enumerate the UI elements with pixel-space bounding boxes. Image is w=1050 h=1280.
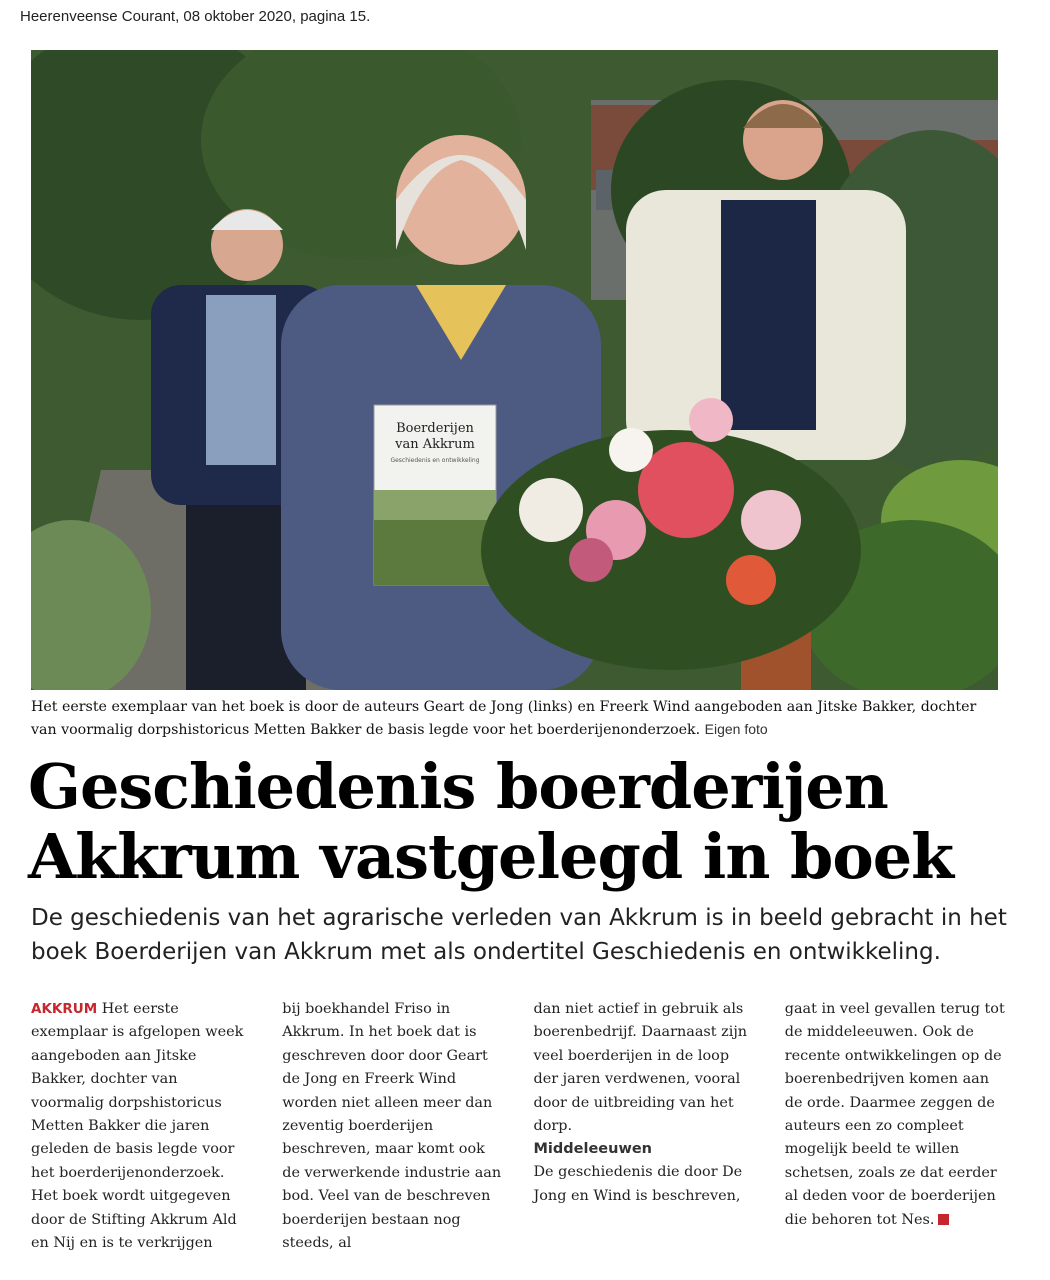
caption-text: Het eerste exemplaar van het boek is door de auteurs Geart de Jong (links) en Freerk Wind aangeboden aan Jitske Bakker, dochter van voormalig dorpshistoricus Metten Bakker de basis legde voor het boerderijenonderzoek. — [31, 699, 977, 738]
article-column-4 — [785, 998, 1006, 1255]
svg-text:Boerderijen: Boerderijen — [396, 421, 474, 436]
headline-line1: Geschiedenis boerderijen — [28, 750, 888, 823]
article-column-2 — [282, 998, 503, 1255]
column-2-text: bij boekhandel Friso in Akkrum. In het boek dat is geschreven door door Geart de Jong en Freerk Wind worden niet alleen meer dan zeventig boerderijen beschreven, maar komt ook de verwerkende industrie aan bod. Veel van de beschreven boerderijen bestaan nog steeds, al — [282, 1001, 502, 1252]
photo-illustration — [31, 50, 998, 690]
article-column-3 — [534, 998, 755, 1255]
column-4-text: gaat in veel gevallen terug tot de middeleeuwen. Ook de recente ontwikkelingen op de boerenbedrijven komen aan de orde. Daarmee zeggen de auteurs een zo compleet mogelijk beeld te willen schetsen, zoals ze dat eerder al deden voor de boerderijen die behoren tot Nes. — [784, 1001, 1005, 1228]
photo-credit: Eigen foto — [704, 721, 768, 737]
column-3-text: dan niet actief in gebruik als boerenbedrijf. Daarnaast zijn veel boerderijen in de loop der jaren verdwenen, vooral door de uitbreiding van het dorp. — [533, 1001, 748, 1135]
source-line: Heerenveense Courant, 08 oktober 2020, pagina 15. — [20, 8, 371, 25]
column-3b-text: De geschiedenis die door De Jong en Wind is beschreven, — [533, 1164, 743, 1204]
headline — [28, 752, 1028, 892]
dateline: AKKRUM — [31, 1001, 98, 1017]
headline-line2: Akkrum vastgelegd in boek — [28, 820, 954, 893]
article-column-1 — [31, 998, 252, 1255]
book-cover — [374, 405, 496, 585]
end-mark-icon — [938, 1214, 949, 1225]
column-1-text: Het eerste exemplaar is afgelopen week aangeboden aan Jitske Bakker, dochter van voormalig dorpshistoricus Metten Bakker die jaren geleden de basis legde voor het boerderijenonderzoek. Het boek wordt uitgegeven door de Stifting Akkrum Ald en Nij en is te verkrijgen — [31, 1001, 244, 1252]
article-body — [31, 998, 1006, 1255]
article-photo — [31, 50, 998, 690]
svg-text:van Akkrum: van Akkrum — [395, 437, 475, 452]
svg-text:Geschiedenis en ontwikkeling: Geschiedenis en ontwikkeling — [390, 457, 480, 464]
photo-caption — [31, 696, 1006, 741]
subhead-middeleeuwen: Middeleeuwen — [533, 1141, 653, 1158]
intro-paragraph: De geschiedenis van het agrarische verleden van Akkrum is in beeld gebracht in het boek Boerderijen van Akkrum met als ondertitel Geschiedenis en ontwikkeling. — [31, 905, 1007, 965]
